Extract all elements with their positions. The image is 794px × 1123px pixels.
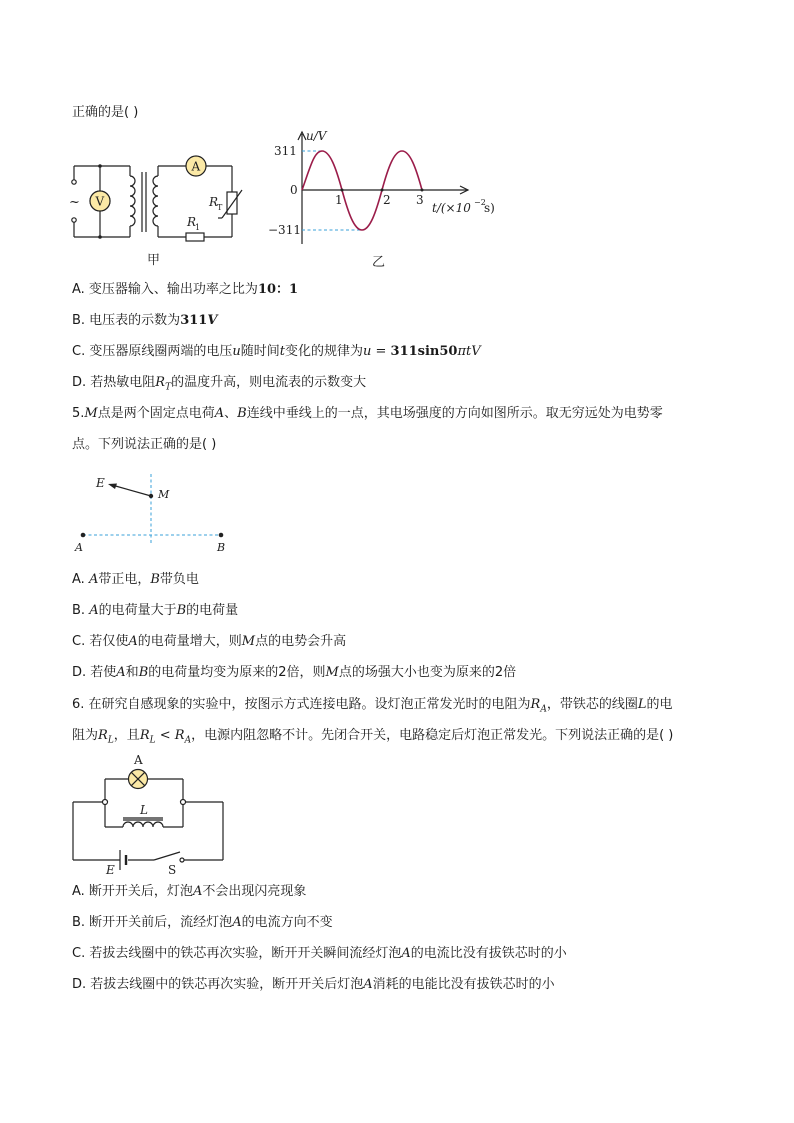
q6-option-c-text-1: C. 若拔去线圈中的铁芯再次实验，断开开关瞬间流经灯泡 <box>72 946 402 961</box>
thermistor-subscript: T <box>217 203 223 212</box>
q6-sub-a: A <box>540 704 547 715</box>
q5-option-b-text-1: 的电荷量大于 <box>98 603 177 618</box>
q4-option-c-eq-tail: πtV <box>457 344 481 359</box>
y-tick-311: 311 <box>274 144 297 158</box>
q4-option-d-post: 的温度升高，则电流表的示数变大 <box>171 375 367 390</box>
x-axis-label: t/(×10 <box>432 201 471 215</box>
q5-option-b-var-a: A <box>89 603 99 618</box>
resistor-subscript: 1 <box>195 223 201 232</box>
q6-var-r4: R <box>174 728 185 743</box>
q6-option-c-text-2: 的电流比没有拔铁芯时的小 <box>410 946 567 961</box>
q6-option-a-text-1: A. 断开开关后，灯泡 <box>72 884 193 899</box>
q6-sub-l2: L <box>149 735 156 746</box>
q6-var-l: L <box>637 697 647 712</box>
q6-option-d-text-2: 消耗的电能比没有拔铁芯时的小 <box>372 977 555 992</box>
q5-option-b <box>72 602 238 620</box>
coil-label-l: L <box>140 803 148 817</box>
resistor-label: R <box>187 215 197 229</box>
q5-var-a: A <box>214 406 225 421</box>
q4-option-c-mid2: 变化的规律为 <box>284 344 363 359</box>
q5-option-d-text-2: 的电荷量均变为原来的2倍，则 <box>148 665 326 680</box>
q4-option-a <box>72 281 298 299</box>
q4-option-d <box>72 374 366 397</box>
q5-option-b-var-b: B <box>176 603 187 618</box>
q5-stem-line-2: 点。下列说法正确的是( ) <box>72 437 217 452</box>
q5-option-d-text-3: 点的场强大小也变为原来的2倍 <box>338 665 517 680</box>
q5-option-c-prefix: C. 若仅使 <box>72 634 129 649</box>
q6-option-c-var: A <box>401 946 411 961</box>
q5-text-a: 点是两个固定点电荷 <box>97 406 215 421</box>
q6-option-c <box>72 945 567 963</box>
q5-option-c-var-a: A <box>128 634 138 649</box>
field-label-e: E <box>96 476 105 490</box>
q5-option-c-var-m: M <box>241 634 256 649</box>
q4-option-c-var-t: t <box>279 344 285 359</box>
q6-var-r: R <box>530 697 541 712</box>
q5-option-a-text-1: 带正电， <box>98 572 151 587</box>
q4-option-b <box>72 312 217 330</box>
y-tick-0: 0 <box>290 183 298 197</box>
q6-var-r2: R <box>98 728 108 743</box>
q6-sub-a2: A <box>184 735 192 746</box>
q5-option-a-prefix: A. <box>72 572 89 587</box>
q4-option-c-eq-u: u <box>362 344 372 359</box>
q5-option-a-text-2: 带负电 <box>159 572 199 587</box>
q5-option-b-text-2: 的电荷量 <box>186 603 239 618</box>
switch-label-s: S <box>168 863 177 877</box>
point-label-b: B <box>217 541 226 554</box>
q6-option-b <box>72 914 333 932</box>
voltmeter-label: V <box>95 194 105 209</box>
x-tick-1: 1 <box>335 193 343 207</box>
q4-figure-voltage-waveform <box>262 128 502 273</box>
point-label-a: A <box>75 541 83 554</box>
q4-option-d-text: D. 若热敏电阻 <box>72 375 156 390</box>
q6-less-than: < <box>155 728 175 743</box>
q4-option-d-sub: T <box>165 382 172 393</box>
x-tick-2: 2 <box>383 193 391 207</box>
q6-option-d-text-1: D. 若拔去线圈中的铁芯再次实验，断开开关后灯泡 <box>72 977 364 992</box>
q4-option-c-eq-value: 311sin50 <box>390 344 458 359</box>
q5-option-d-var-m: M <box>325 665 339 680</box>
q5-stem-line-1 <box>72 405 663 423</box>
q4-option-c-eq-sign: = <box>371 344 391 359</box>
q5-option-d-var-a: A <box>116 665 126 680</box>
q6-option-b-text-2: 的电流方向不变 <box>241 915 333 930</box>
q4-figure-transformer-circuit <box>60 150 250 270</box>
q5-option-a-var-b: B <box>150 572 160 587</box>
q4-option-b-text: B. 电压表的示数为 <box>72 313 181 328</box>
y-tick-neg311: −311 <box>268 223 301 237</box>
q4-option-c-mid: 随时间 <box>240 344 280 359</box>
q6-text-d: 阻为 <box>72 728 99 743</box>
y-axis-label: u/V <box>306 129 327 143</box>
q6-text-b: ，带铁芯的线圈 <box>546 697 638 712</box>
q6-sub-l: L <box>107 735 114 746</box>
q6-stem-line-1 <box>72 696 673 719</box>
q5-text-b: 、 <box>224 406 238 421</box>
q4-option-c-var-u: u <box>232 344 241 359</box>
q5-text-c: 连线中垂线上的一点，其电场强度的方向如图所示。取无穷远处为电势零 <box>246 406 663 421</box>
q5-option-d-prefix: D. 若使 <box>72 665 117 680</box>
q5-var-m: M <box>84 406 98 421</box>
lamp-label-a: A <box>134 753 143 767</box>
q4-option-a-value: 10：1 <box>257 282 299 297</box>
q4-option-b-unit: V <box>207 313 218 328</box>
q6-text-c: 的电 <box>646 697 673 712</box>
thermistor-label: R <box>209 195 219 209</box>
x-axis-unit: s) <box>484 201 495 215</box>
figure-caption-jia: 甲 <box>147 253 161 268</box>
q6-var-r3: R <box>139 728 150 743</box>
q4-option-c-text: C. 变压器原线圈两端的电压 <box>72 344 233 359</box>
q4-option-a-text: A. 变压器输入、输出功率之比为 <box>72 282 258 297</box>
q5-option-d <box>72 664 516 682</box>
q6-option-d <box>72 976 555 994</box>
x-tick-3: 3 <box>416 193 424 207</box>
figure-caption-yi: 乙 <box>372 255 386 270</box>
battery-label-e: E <box>106 863 115 877</box>
q6-option-d-var: A <box>363 977 373 992</box>
point-label-m: M <box>158 488 170 501</box>
q6-stem-line-2 <box>72 727 673 750</box>
q5-option-a <box>72 571 199 589</box>
q6-option-b-text-1: B. 断开开关前后，流经灯泡 <box>72 915 233 930</box>
q5-option-c-text-2: 点的电势会升高 <box>255 634 347 649</box>
q5-option-a-var-a: A <box>88 572 99 587</box>
lamp-icon <box>129 770 148 789</box>
q4-option-c <box>72 343 481 361</box>
q6-text-e: ，且 <box>113 728 140 743</box>
q4-option-d-var: R <box>155 375 166 390</box>
q5-var-b: B <box>237 406 247 421</box>
ammeter-label: A <box>191 159 201 174</box>
x-axis-exponent: −2 <box>474 198 486 207</box>
q6-text-f: ，电源内阻忽略不计。先闭合开关，电路稳定后灯泡正常发光。下列说法正确的是( ) <box>191 728 674 743</box>
q6-text-a: 6. 在研究自感现象的实验中，按图示方式连接电路。设灯泡正常发光时的电阻为 <box>72 697 531 712</box>
ac-symbol: ~ <box>69 195 80 210</box>
q5-number: 5. <box>72 406 85 421</box>
q4-stem-tail: 正确的是( ) <box>72 105 139 120</box>
q6-figure-self-inductance-circuit <box>68 752 233 877</box>
q5-option-d-text-1: 和 <box>125 665 139 680</box>
q4-option-b-value: 311 <box>180 313 208 328</box>
q5-option-d-var-b: B <box>138 665 149 680</box>
q6-option-a <box>72 883 306 901</box>
q5-figure-field-diagram <box>70 470 240 555</box>
q6-option-b-var: A <box>232 915 242 930</box>
q5-option-b-prefix: B. <box>72 603 90 618</box>
q5-option-c <box>72 633 346 651</box>
q6-option-a-text-2: 不会出现闪亮现象 <box>202 884 307 899</box>
q6-option-a-var: A <box>192 884 203 899</box>
q5-option-c-text-1: 的电荷量增大，则 <box>137 634 242 649</box>
